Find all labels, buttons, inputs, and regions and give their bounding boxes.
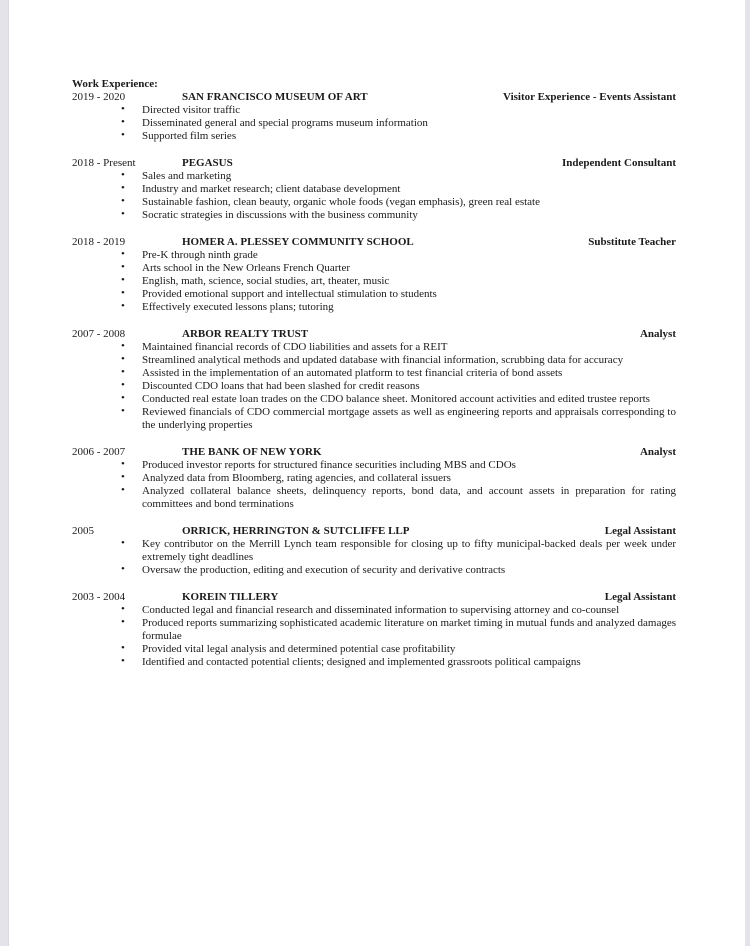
bullet-list	[72, 604, 676, 669]
bullet-item: • Maintained financial records of CDO liabilities and assets for a REIT	[72, 341, 676, 354]
job-entry	[72, 157, 676, 222]
job-entry	[72, 446, 676, 511]
bullet-item: • Streamlined analytical methods and updated database with financial information, scrubbing data for accuracy	[72, 354, 676, 367]
job-title: Visitor Experience - Events Assistant	[503, 91, 676, 103]
resume-content	[72, 78, 676, 669]
bullet-item: • Sales and marketing	[72, 170, 676, 183]
bullet-list	[72, 104, 676, 143]
bullet-item: • Conducted real estate loan trades on the CDO balance sheet. Monitored account activities and edited trustee reports	[72, 393, 676, 406]
bullet-item: • Pre-K through ninth grade	[72, 249, 676, 262]
bullet-item: • Reviewed financials of CDO commercial mortgage assets as well as engineering reports and appraisals corresponding to the underlying properties	[72, 406, 676, 432]
job-company: THE BANK OF NEW YORK	[182, 446, 322, 458]
bullet-list	[72, 538, 676, 577]
job-company: HOMER A. PLESSEY COMMUNITY SCHOOL	[182, 236, 414, 248]
job-company: SAN FRANCISCO MUSEUM OF ART	[182, 91, 368, 103]
bullet-item: • Supported film series	[72, 130, 676, 143]
job-company: KOREIN TILLERY	[182, 591, 279, 603]
job-company: PEGASUS	[182, 157, 233, 169]
job-header	[72, 91, 676, 104]
bullet-item: • Analyzed data from Bloomberg, rating agencies, and collateral issuers	[72, 472, 676, 485]
job-title: Analyst	[639, 328, 676, 340]
job-dates: 2006 - 2007	[72, 446, 126, 458]
bullet-item: • Conducted legal and financial research and disseminated information to supervising attorney and co-counsel	[72, 604, 676, 617]
bullet-item: • Effectively executed lessons plans; tutoring	[72, 301, 676, 314]
job-title: Independent Consultant	[561, 157, 676, 169]
job-entry	[72, 525, 676, 577]
job-header	[72, 328, 676, 341]
bullet-item: • Arts school in the New Orleans French Quarter	[72, 262, 676, 275]
bullet-item: • Oversaw the production, editing and execution of security and derivative contracts	[72, 564, 676, 577]
job-title: Legal Assistant	[604, 591, 676, 603]
bullet-list	[72, 170, 676, 222]
job-dates: 2018 - 2019	[72, 236, 126, 248]
job-header	[72, 525, 676, 538]
bullet-item: • English, math, science, social studies, art, theater, music	[72, 275, 676, 288]
job-title: Legal Assistant	[604, 525, 676, 537]
bullet-list	[72, 459, 676, 511]
bullet-list	[72, 341, 676, 432]
bullet-item: • Industry and market research; client database development	[72, 183, 676, 196]
bullet-item: • Analyzed collateral balance sheets, delinquency reports, bond data, and account assets in preparation for rating committees and bond terminations	[72, 485, 676, 511]
bullet-item: • Discounted CDO loans that had been slashed for credit reasons	[72, 380, 676, 393]
bullet-item: • Identified and contacted potential clients; designed and implemented grassroots political campaigns	[72, 656, 676, 669]
job-list	[72, 91, 676, 669]
job-entry	[72, 91, 676, 143]
job-dates: 2003 - 2004	[72, 591, 126, 603]
job-entry	[72, 328, 676, 432]
bullet-item: • Produced reports summarizing sophisticated academic literature on market timing in mutual funds and analyzed damages formulae	[72, 617, 676, 643]
job-header	[72, 236, 676, 249]
bullet-item: • Provided vital legal analysis and determined potential case profitability	[72, 643, 676, 656]
job-dates: 2005	[72, 525, 94, 537]
job-header	[72, 157, 676, 170]
job-header	[72, 446, 676, 459]
bullet-item: • Sustainable fashion, clean beauty, organic whole foods (vegan emphasis), green real estate	[72, 196, 676, 209]
bullet-item: • Key contributor on the Merrill Lynch team responsible for closing up to fifty municipal-backed deals per week under extremely tight deadlines	[72, 538, 676, 564]
job-header	[72, 591, 676, 604]
bullet-item: • Provided emotional support and intellectual stimulation to students	[72, 288, 676, 301]
job-company: ARBOR REALTY TRUST	[182, 328, 309, 340]
job-entry	[72, 591, 676, 669]
job-title: Substitute Teacher	[588, 236, 676, 248]
bullet-item: • Socratic strategies in discussions with the business community	[72, 209, 676, 222]
right-edge-strip	[745, 0, 750, 946]
job-dates: 2018 - Present	[72, 157, 136, 169]
bullet-item: • Produced investor reports for structured finance securities including MBS and CDOs	[72, 459, 676, 472]
job-company: ORRICK, HERRINGTON & SUTCLIFFE LLP	[182, 525, 410, 537]
left-edge-strip	[0, 0, 9, 946]
job-title: Analyst	[639, 446, 676, 458]
bullet-item: • Disseminated general and special programs museum information	[72, 117, 676, 130]
job-dates: 2019 - 2020	[72, 91, 126, 103]
job-entry	[72, 236, 676, 314]
bullet-item: • Assisted in the implementation of an automated platform to test financial criteria of bond assets	[72, 367, 676, 380]
bullet-item: • Directed visitor traffic	[72, 104, 676, 117]
section-heading: Work Experience:	[72, 78, 158, 90]
job-dates: 2007 - 2008	[72, 328, 126, 340]
bullet-list	[72, 249, 676, 314]
